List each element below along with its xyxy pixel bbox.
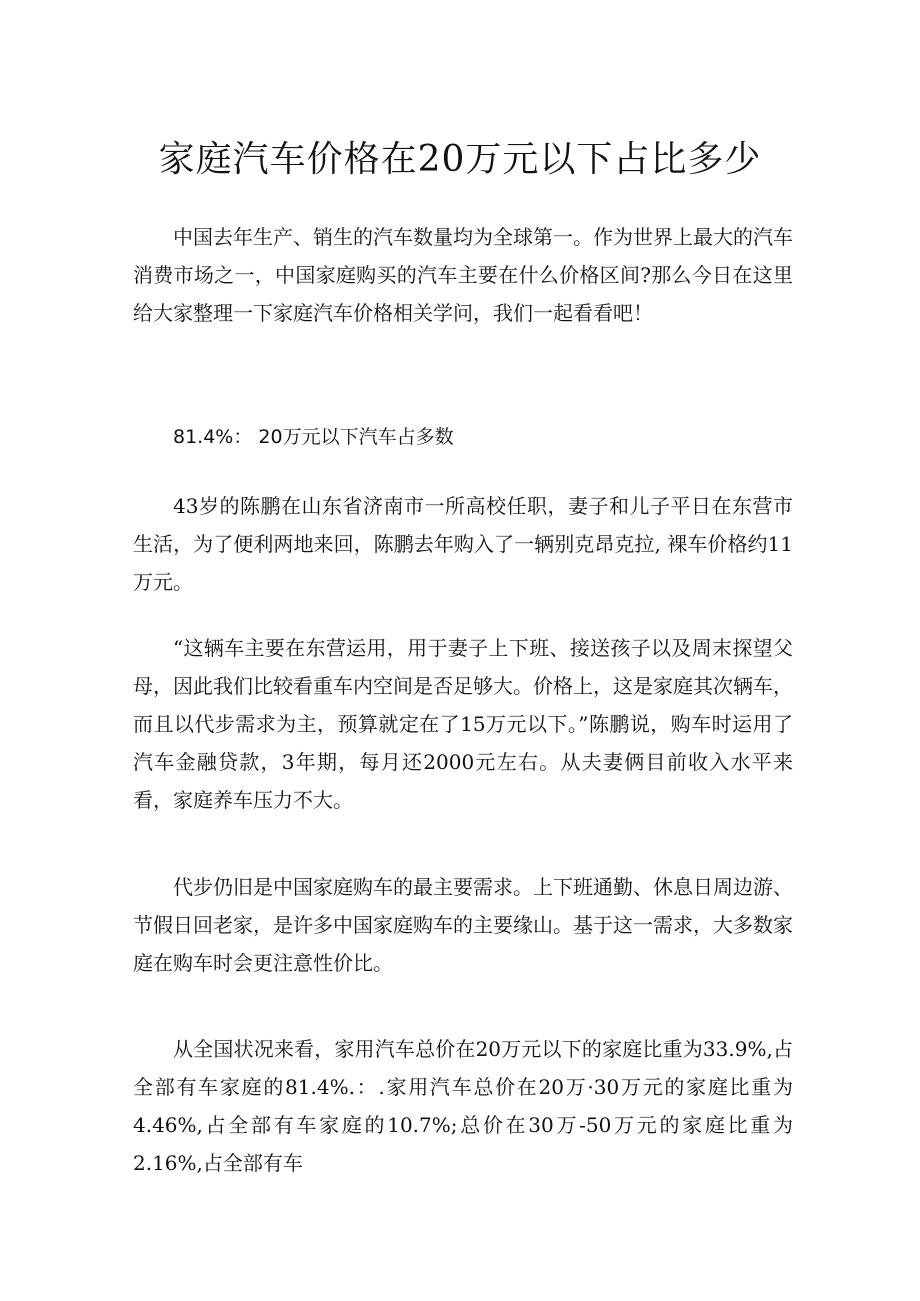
- body-paragraph-1: 43岁的陈鹏在山东省济南市一所高校任职，妻子和儿子平日在东营市生活，为了便利两地来回，陈鹏去年购入了一辆别克昂克拉, 裸车价格约11万元。: [133, 494, 793, 594]
- document-title: 家庭汽车价格在20万元以下占比多少: [158, 139, 762, 180]
- body-paragraph-3: 代步仍旧是中国家庭购车的最主要需求。上下班通勤、休息日周边游、节假日回老家，是许多中国家庭购车的主要缘山。基于这一需求，大多数家庭在购车时会更注意性价比。: [133, 875, 793, 975]
- body-paragraph-4: 从全国状况来看，家用汽车总价在20万元以下的家庭比重为33.9%,占全部有车家庭的81.4%.：.家用汽车总价在20万·30万元的家庭比重为4.46%,占全部有车家庭的10.7%;总价在30万-50万元的家庭比重为2.16%,占全部有车: [133, 1037, 793, 1175]
- body-paragraph-2: “这辆车主要在东营运用，用于妻子上下班、接送孩子以及周末探望父母，因此我们比较看重车内空间是否足够大。价格上，这是家庭其次辆车，而且以代步需求为主，预算就定在了15万元以下。”陈鹏说，购车时运用了汽车金融贷款，3年期，每月还2000元左右。从夫妻俩目前收入水平来看，家庭养车压力不大。: [133, 636, 793, 812]
- section-subheading: 81.4%： 20万元以下汽车占多数: [173, 426, 454, 448]
- intro-paragraph: 中国去年生产、销生的汽车数量均为全球第一。作为世界上最大的汽车消费市场之一，中国家庭购买的汽车主要在什么价格区间?那么今日在这里给大家整理一下家庭汽车价格相关学问，我们一起看看吧！: [133, 225, 793, 325]
